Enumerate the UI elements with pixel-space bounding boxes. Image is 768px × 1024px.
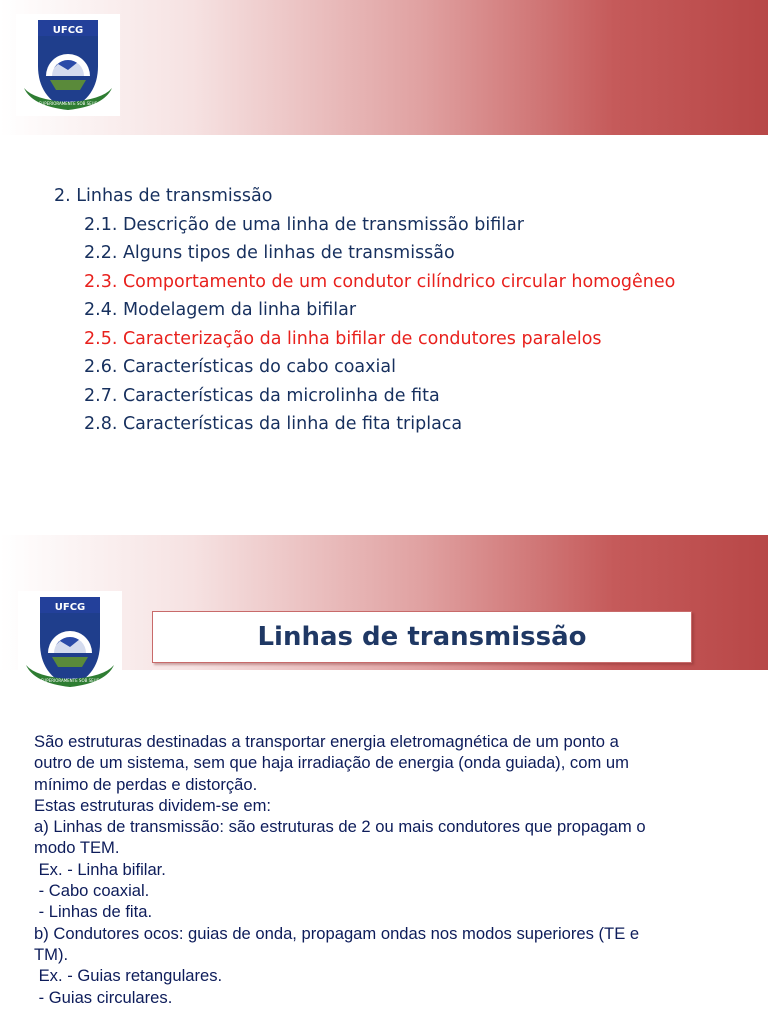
body-line: - Linhas de fita. <box>34 902 153 922</box>
body-line: Estas estruturas dividem-se em: <box>34 795 272 815</box>
toc-item: 2.2. Alguns tipos de linhas de transmissão <box>84 243 455 263</box>
toc-item: 2.6. Características do cabo coaxial <box>84 357 396 377</box>
body-line: Ex. - Guias retangulares. <box>34 966 223 986</box>
logo-text: UFCG <box>52 25 84 36</box>
body-text <box>34 731 754 1008</box>
toc-item: 2.8. Características da linha de fita triplaca <box>84 414 463 434</box>
toc-item-highlighted: 2.3. Comportamento de um condutor cilíndrico circular homogêneo <box>84 271 676 292</box>
body-line: a) Linhas de transmissão: são estruturas de 2 ou mais condutores que propagam o <box>34 817 646 837</box>
body-line: - Cabo coaxial. <box>34 881 150 901</box>
ufcg-shield-icon <box>18 591 122 693</box>
body-line: modo TEM. <box>34 838 120 858</box>
body-line: - Guias circulares. <box>34 987 173 1007</box>
ufcg-logo <box>18 591 122 693</box>
toc-item-highlighted: 2.5. Caracterização da linha bifilar de condutores paralelos <box>84 328 602 349</box>
logo-motto: SUPERIORAMENTE SOB SEUS <box>38 101 98 106</box>
body-line: outro de um sistema, sem que haja irradiação de energia (onda guiada), com um <box>34 753 629 773</box>
slide-2 <box>0 535 768 1024</box>
body-line: Ex. - Linha bifilar. <box>34 859 166 879</box>
body-line: TM). <box>34 944 69 964</box>
toc-item: 2.1. Descrição de uma linha de transmissão bifilar <box>84 214 525 235</box>
logo-motto: SUPERIORAMENTE SOB SEUS <box>40 678 100 683</box>
slide-title: Linhas de transmissão <box>257 622 587 652</box>
toc-main-item: 2. Linhas de transmissão <box>54 186 273 206</box>
ufcg-logo <box>16 14 120 116</box>
ufcg-shield-icon <box>16 14 120 116</box>
body-line: b) Condutores ocos: guias de onda, propagam ondas nos modos superiores (TE e <box>34 923 640 943</box>
title-box <box>152 611 692 663</box>
logo-text: UFCG <box>54 602 86 613</box>
toc-item: 2.4. Modelagem da linha bifilar <box>84 300 357 320</box>
toc-item: 2.7. Características da microlinha de fita <box>84 385 440 406</box>
body-line: São estruturas destinadas a transportar energia eletromagnética de um ponto a <box>34 732 619 751</box>
body-line: mínimo de perdas e distorção. <box>34 774 258 794</box>
